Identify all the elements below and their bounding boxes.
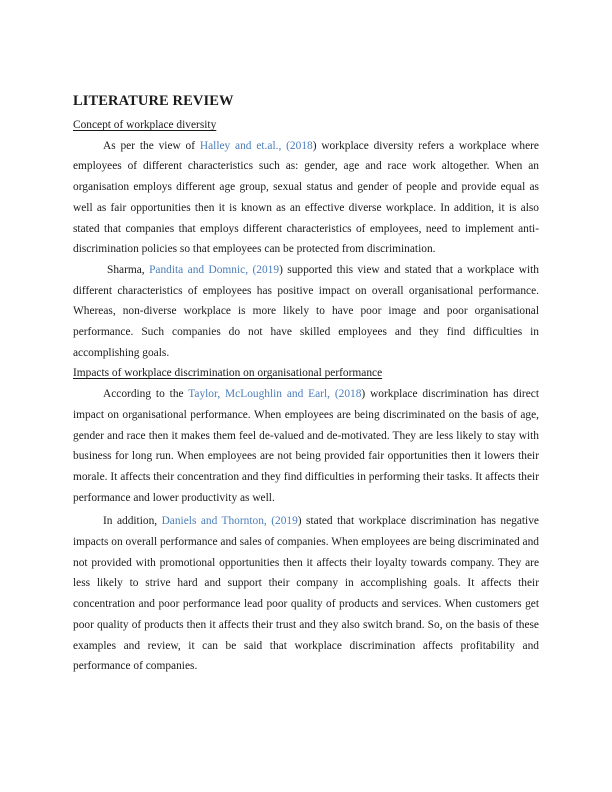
citation-link[interactable]: Taylor, McLoughlin and Earl, (2018 [188,388,362,401]
paragraph-text: ) workplace diversity refers a workplace where employees of different characteristics such as: gender, age and race work altogether. When an organisation employs different age group, sexual status and gender of people and provide equal as well as fair opportunities then it is known as an effective diverse workplace. In addition, it is also stated that companies that employs different characteristics of employees, need to implement anti-discrimination policies so that employees can be protected from discrimination. [73,139,539,256]
page-title: LITERATURE REVIEW [73,93,234,109]
paragraph-diversity-definition [73,136,539,260]
paragraph-diversity-performance [73,260,539,364]
paragraph-text: Sharma, [107,263,150,276]
paragraph-text: ) supported this view and stated that a workplace with different characteristics of employees has positive impact on overall organisational performance. Whereas, non-diverse workplace is more likely to have poor image and poor organisational performance. Such companies do not have skilled employees and they find difficulties in accomplishing goals. [73,263,539,359]
paragraph-text: ) stated that workplace discrimination has negative impacts on overall performance and sales of companies. When employees are being discriminated and not provided with promotional opportunities then it affects their loyalty towards company. They are less likely to strive hard and support their company in accomplishing goals. It affects their concentration and poor performance lead poor quality of products and services. When customers get poor quality of products then it affects their trust and they also switch brand. So, on the basis of these examples and review, it can be said that workplace discrimination affects profitability and performance of companies. [73,515,540,673]
paragraph-text: According to the [103,388,189,401]
section-heading-discrimination-impacts: Impacts of workplace discrimination on organisational performance [73,367,383,380]
document-body [73,91,539,677]
paragraph-discrimination-sales [73,511,539,677]
citation-link[interactable]: Daniels and Thornton, (2019 [161,515,298,528]
paragraph-text: As per the view of [103,139,200,152]
citation-link[interactable]: Pandita and Domnic, (2019 [149,263,280,276]
paragraph-discrimination-direct-impact [73,384,539,508]
paragraph-text: ) workplace discrimination has direct impact on organisational performance. When employees are being discriminated on the basis of age, gender and race then it makes them feel de-valued and de-motivated. They are less likely to stay with business for long run. When employees are not being provided fair opportunities then it lowers their morale. It affects their concentration and they find difficulties in performing their tasks. It affects their performance and lower productivity as well. [73,388,539,504]
section-heading-workplace-diversity: Concept of workplace diversity [73,119,217,131]
citation-link[interactable]: Halley and et.al., (2018 [199,139,313,152]
paragraph-text: In addition, [103,515,162,528]
